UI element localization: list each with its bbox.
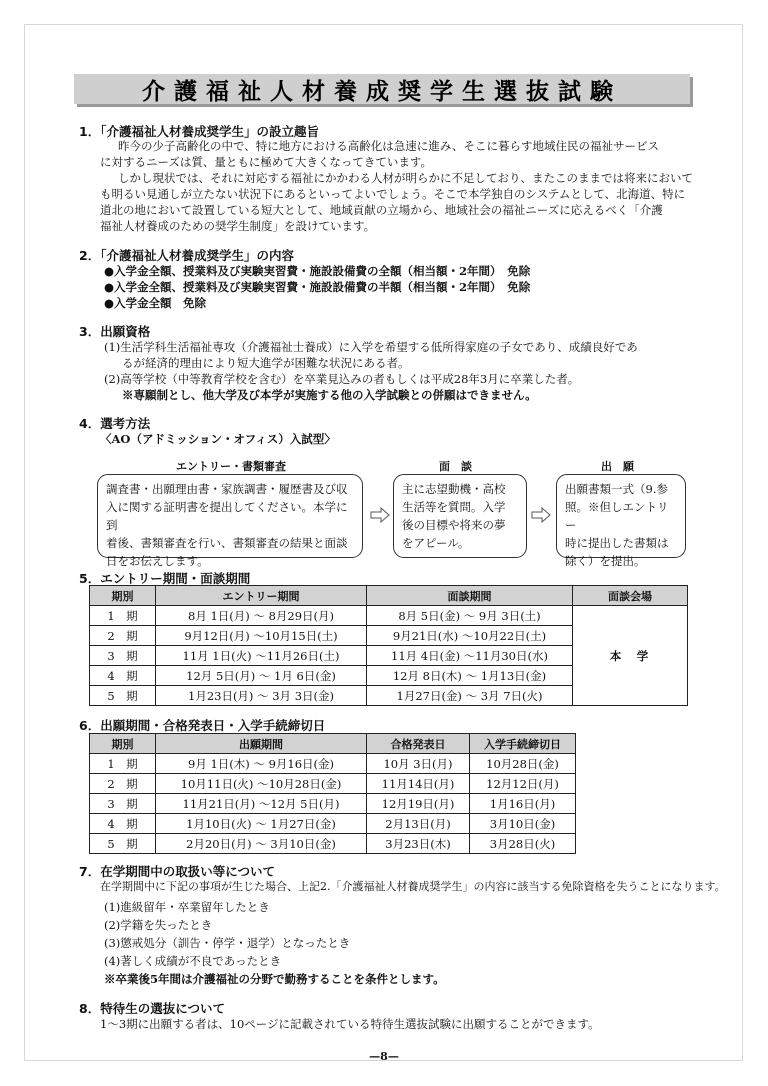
section-1-line: 福祉人材養成のための奨学生制度」を設けています。 xyxy=(100,219,376,233)
step-box-application xyxy=(556,474,686,568)
term-cell: 1 期 xyxy=(90,606,156,626)
column-header: 合格発表日 xyxy=(367,734,470,754)
page-title: 介護福祉人材養成奨学生選抜試験 xyxy=(74,74,690,104)
step-label-entry: エントリー・書類審査 xyxy=(176,460,286,473)
step-text: をアピール。 xyxy=(402,536,470,550)
section-1-line: も明るい見通しが立たない状況下にあるといってよいでしょう。そこで本学独自のシステムとして、北海道、特に xyxy=(100,187,686,201)
term-cell: 2 期 xyxy=(90,774,156,794)
step-text: 出願書類一式（9.参 xyxy=(565,482,668,496)
interview-period-cell: 1月27日(金) ～ 3月 7日(火) xyxy=(367,686,573,706)
selection-method-type: 〈AO（アドミッション・オフィス）入試型〉 xyxy=(100,432,336,446)
section-8-heading: 8．特待生の選抜について xyxy=(79,1001,225,1016)
table-row xyxy=(90,774,576,794)
column-header: 面談期間 xyxy=(367,586,573,606)
term-cell: 1 期 xyxy=(90,754,156,774)
table-header-row xyxy=(90,734,576,754)
section-1-line: 道北の地において設置している短大として、地域貢献の立場から、地域社会の福祉ニーズに応えるべく「介護 xyxy=(100,203,663,217)
column-header: 入学手続締切日 xyxy=(470,734,576,754)
section-1-line: しかし現状では、それに対応する福祉にかかわる人材が明らかに不足しており、またこのままでは将来において xyxy=(118,171,693,185)
employment-condition-note: ※卒業後5年間は介護福祉の分野で勤務することを条件とします。 xyxy=(104,972,445,986)
term-cell: 3 期 xyxy=(90,646,156,666)
entry-period-cell: 8月 1日(月) ～ 8月29日(月) xyxy=(156,606,367,626)
step-text: 時に提出した書類は xyxy=(565,536,669,550)
interview-period-cell: 12月 8日(木) ～ 1月13日(金) xyxy=(367,666,573,686)
step-text: 後の目標や将来の夢 xyxy=(402,518,506,532)
interview-period-cell: 8月 5日(金) ～ 9月 3日(土) xyxy=(367,606,573,626)
arrow-right-icon xyxy=(531,507,551,523)
column-header: 面談会場 xyxy=(573,586,688,606)
table-row xyxy=(90,834,576,854)
result-date-cell: 2月13日(月) xyxy=(367,814,470,834)
application-period-cell: 1月10日(火) ～ 1月27日(金) xyxy=(156,814,367,834)
step-box-interview xyxy=(393,474,527,558)
application-period-cell: 10月11日(火) ～10月28日(金) xyxy=(156,774,367,794)
deadline-cell: 3月10日(金) xyxy=(470,814,576,834)
entry-period-cell: 12月 5日(月) ～ 1月 6日(金) xyxy=(156,666,367,686)
section-3-heading: 3．出願資格 xyxy=(79,324,151,339)
eligibility-line: るが経済的理由により短大進学が困難な状況にある者。 xyxy=(122,356,410,370)
page-number: —8— xyxy=(369,1050,399,1063)
step-text: 主に志望動機・高校 xyxy=(402,482,506,496)
step-text: 除く）を提出。 xyxy=(565,554,646,568)
step-text: 照。※但しエントリー xyxy=(565,500,669,532)
term-cell: 3 期 xyxy=(90,794,156,814)
application-period-cell: 11月21日(月) ～12月 5日(月) xyxy=(156,794,367,814)
result-date-cell: 3月23日(木) xyxy=(367,834,470,854)
term-cell: 2 期 xyxy=(90,626,156,646)
section-8-text: 1～3期に出願する者は、10ページに記載されている特待生選抜試験に出願することができます。 xyxy=(100,1017,600,1031)
section-5-heading: 5．エントリー期間・面談期間 xyxy=(79,571,251,586)
eligibility-line: (1)生活学科生活福祉専攻（介護福祉士養成）に入学を希望する低所得家庭の子女であり、成績良好であ xyxy=(104,340,638,354)
section-6-heading: 6．出願期間・合格発表日・入学手続締切日 xyxy=(79,718,326,733)
column-header: 期別 xyxy=(90,734,156,754)
exemption-item: ●入学金全額、授業料及び実験実習費・施設設備費の全額（相当額・2年間） 免除 xyxy=(104,264,531,278)
deadline-cell: 1月16日(月) xyxy=(470,794,576,814)
application-schedule-table xyxy=(89,733,576,854)
table-row xyxy=(90,754,576,774)
deadline-cell: 10月28日(金) xyxy=(470,754,576,774)
interview-period-cell: 11月 4日(金) ～11月30日(水) xyxy=(367,646,573,666)
section-4-heading: 4．選考方法 xyxy=(79,416,151,431)
application-period-cell: 9月 1日(木) ～ 9月16日(金) xyxy=(156,754,367,774)
section-1-heading: 1．「介護福祉人材養成奨学生」の設立趣旨 xyxy=(79,124,319,139)
step-label-application: 出 願 xyxy=(601,460,634,473)
venue-cell: 本 学 xyxy=(573,606,688,706)
result-date-cell: 12月19日(月) xyxy=(367,794,470,814)
column-header: 期別 xyxy=(90,586,156,606)
entry-period-cell: 9月12日(月) ～10月15日(土) xyxy=(156,626,367,646)
step-text: 日をお伝えします。 xyxy=(106,554,209,568)
table-header-row xyxy=(90,586,688,606)
term-cell: 5 期 xyxy=(90,686,156,706)
table-row xyxy=(90,794,576,814)
section-2-heading: 2．「介護福祉人材養成奨学生」の内容 xyxy=(79,248,294,263)
section-1-line: に対するニーズは質、量ともに極めて大きくなってきています。 xyxy=(100,155,433,169)
step-text: 着後、書類審査を行い、書類審査の結果と面談 xyxy=(106,536,348,550)
step-text: 入に関する証明書を提出してください。本学に到 xyxy=(106,500,348,532)
step-text: 生活等を質問。入学 xyxy=(402,500,506,514)
deadline-cell: 3月28日(火) xyxy=(470,834,576,854)
eligibility-note: ※専願制とし、他大学及び本学が実施する他の入学試験との併願はできません。 xyxy=(122,388,537,402)
step-label-interview: 面 談 xyxy=(439,460,472,473)
table-row xyxy=(90,606,688,626)
forfeiture-item: (2)学籍を失ったとき xyxy=(104,918,213,932)
application-period-cell: 2月20日(月) ～ 3月10日(金) xyxy=(156,834,367,854)
column-header: エントリー期間 xyxy=(156,586,367,606)
forfeiture-item: (1)進級留年・卒業留年したとき xyxy=(104,900,270,914)
section-7-heading: 7．在学期間中の取扱い等について xyxy=(79,864,275,879)
interview-period-cell: 9月21日(水) ～10月22日(土) xyxy=(367,626,573,646)
forfeiture-item: (3)懲戒処分（訓告・停学・退学）となったとき xyxy=(104,936,351,950)
entry-period-cell: 11月 1日(火) ～11月26日(土) xyxy=(156,646,367,666)
exemption-item: ●入学金全額 免除 xyxy=(104,296,207,310)
exemption-item: ●入学金全額、授業料及び実験実習費・施設設備費の半額（相当額・2年間） 免除 xyxy=(104,280,531,294)
section-7-intro: 在学期間中に下記の事項が生じた場合、上記2.「介護福祉人材養成奨学生」の内容に該当する免除資格を失うことになります。 xyxy=(100,880,726,893)
section-1-line: 昨今の少子高齢化の中で、特に地方における高齢化は急速に進み、そこに暮らす地域住民の福祉サービス xyxy=(118,139,659,153)
table-row xyxy=(90,814,576,834)
deadline-cell: 12月12日(月) xyxy=(470,774,576,794)
column-header: 出願期間 xyxy=(156,734,367,754)
result-date-cell: 11月14日(月) xyxy=(367,774,470,794)
entry-period-cell: 1月23日(月) ～ 3月 3日(金) xyxy=(156,686,367,706)
eligibility-line: (2)高等学校（中等教育学校を含む）を卒業見込みの者もしくは平成28年3月に卒業した者。 xyxy=(104,372,580,386)
forfeiture-item: (4)著しく成績が不良であったとき xyxy=(104,954,282,968)
result-date-cell: 10月 3日(月) xyxy=(367,754,470,774)
entry-interview-table xyxy=(89,585,688,706)
step-text: 調査書・出願理由書・家族調書・履歴書及び収 xyxy=(106,482,348,496)
step-box-entry xyxy=(97,474,363,568)
term-cell: 5 期 xyxy=(90,834,156,854)
term-cell: 4 期 xyxy=(90,666,156,686)
term-cell: 4 期 xyxy=(90,814,156,834)
arrow-right-icon xyxy=(370,507,390,523)
